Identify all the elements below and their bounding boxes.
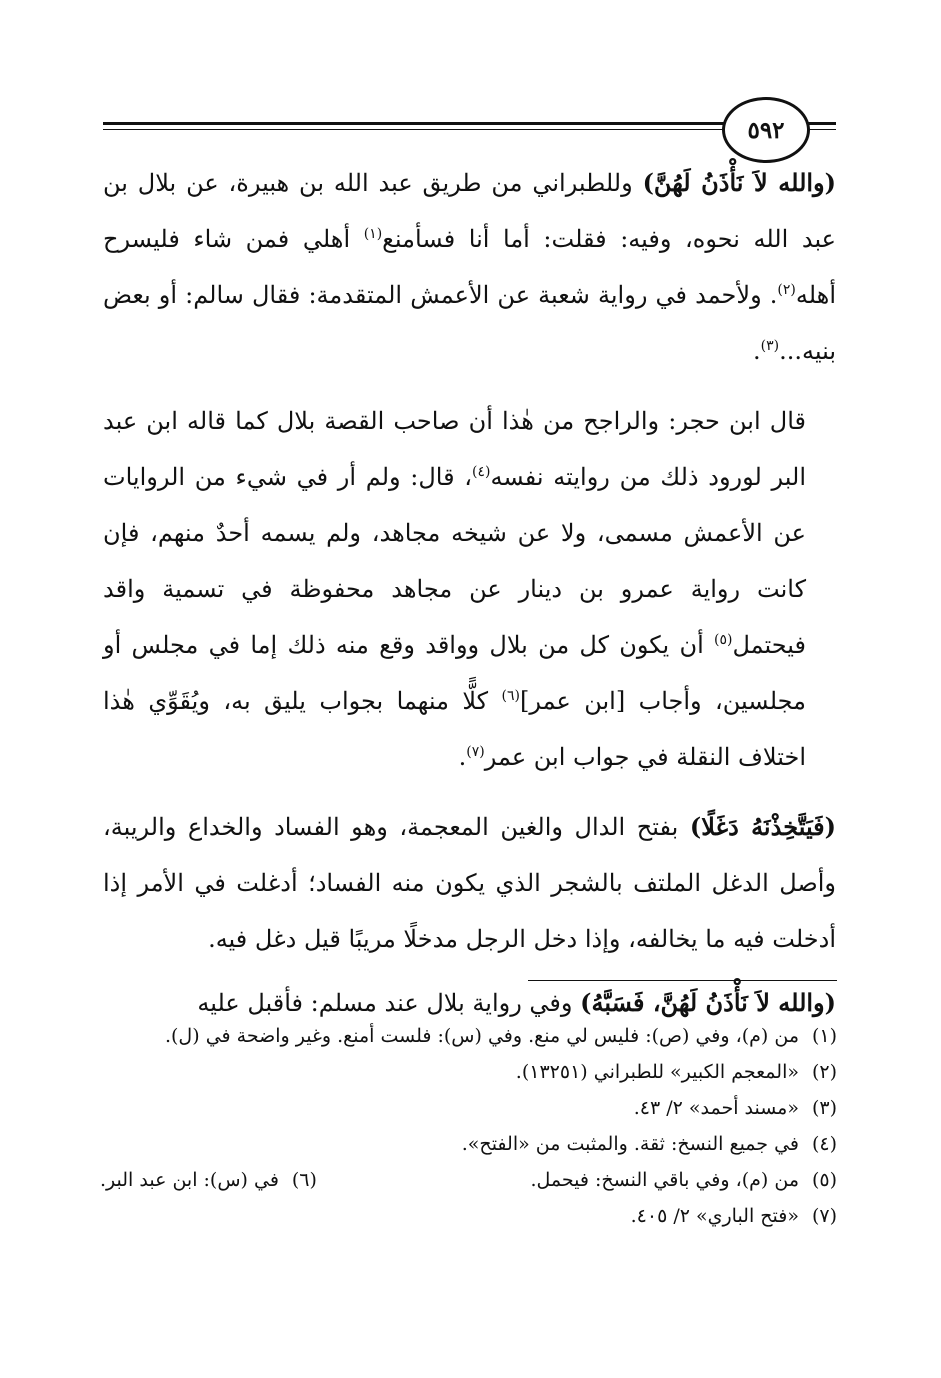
paragraph-text: بفتح الدال والغين المعجمة، وهو الفساد والخداع والريبة، وأصل الدغل الملتف بالشجر الذي يكون منه الفساد؛ أدغلت في الأمر إذا أدخلت فيه ما يخالفه، وإذا دخل الرجل مدخلًا مريبًا قيل دغل فيه. [103,813,837,953]
footnote-1 [100,1018,837,1054]
paragraph-text: أن يكون كل من بلال وواقد وقع منه ذلك إما في مجلس أو مجلسين، وأجاب [ابن عمر] [103,631,806,715]
footnote-ref: (٣) [760,338,780,354]
footnote-7 [100,1198,837,1234]
paragraph-2 [103,393,836,785]
footnote-ref: (٧) [466,744,485,760]
footnote-text: من (م)، وفي (ص): فليس لي منع. وفي (س): فلست أمنع. وغير واضحة في (ل). [164,1025,799,1047]
footnote-6 [100,1162,317,1198]
footnote-5 [530,1162,837,1198]
footnote-number: (٥) [811,1169,837,1191]
footnote-number: (٣) [811,1097,837,1119]
paragraph-text: وفي رواية بلال عند مسلم: فأقبل عليه [197,989,581,1017]
main-text [103,155,836,1031]
footnote-ref: (١) [363,226,383,242]
page-number: ٥٩٢ [722,97,810,163]
footnote-text: في (س): ابن عبد البر. [100,1169,279,1191]
footnotes [100,1018,837,1234]
footnote-separator [528,980,837,981]
footnote-text: «المعجم الكبير» للطبراني (١٣٢٥١). [515,1061,799,1083]
footnote-text: «مسند أحمد» ٢/ ٤٣. [633,1097,799,1119]
paragraph-text: قال ابن حجر: والراجح من هٰذا أن صاحب القصة بلال كما قاله ابن عبد البر لورود ذلك من روايته نفسه [103,407,807,491]
paragraph-3 [103,799,836,967]
paragraph-text: . [752,337,761,365]
footnote-ref: (٥) [714,632,733,648]
footnote-4 [100,1126,837,1162]
footnote-text: من (م)، وفي باقي النسخ: فيحمل. [530,1169,799,1191]
footnote-number: (٤) [811,1133,837,1155]
paragraph-text: أهلي فمن شاء فليسرح أهله [103,225,836,309]
paragraph-text: وللطبراني من طريق عبد الله بن هبيرة، عن بلال بن عبد الله نحوه، وفيه: فقلت: أما أنا فسأمنع [103,169,837,253]
footnote-number: (٢) [811,1061,837,1083]
paragraph-text: . [458,743,467,771]
footnote-text: في جميع النسخ: ثقة. والمثبت من «الفتح». [461,1133,799,1155]
footnote-text: «فتح الباري» ٢/ ٤٠٥. [630,1205,799,1227]
footnote-ref: (٢) [777,282,796,298]
paragraph-1 [103,155,836,379]
footnote-ref: (٤) [472,464,491,480]
lemma: (والله لاَ نَأْذَنُ لَهُنَّ) [642,168,837,197]
footnote-number: (١) [811,1025,837,1047]
lemma: (فَيَتَّخِذْنَهُ دَغَلًا) [689,812,837,841]
paragraph-text: ، قال: ولم أر في شيء من الروايات عن الأعمش مسمى، ولا عن شيخه مجاهد، ولم يسمه أحدٌ منهم، فإن كانت رواية عمرو بن دينار عن مجاهد محفوظة في تسمية واقد فيحتمل [103,463,806,659]
footnote-2 [100,1054,837,1090]
footnote-5-6 [100,1162,837,1198]
paragraph-text: . ولأحمد في رواية شعبة عن الأعمش المتقدمة: فقال سالم: أو بعض بنيه... [103,281,836,365]
paragraph-text: كلًّا منهما بجواب يليق به، ويُقَوِّي هٰذا اختلاف النقلة في جواب ابن عمر [103,687,806,771]
footnote-number: (٦) [291,1169,317,1191]
footnote-number: (٧) [811,1205,837,1227]
lemma: (والله لاَ نَأْذَنُ لَهُنَّ، فَسَبَّهُ) [580,988,836,1017]
footnote-ref: (٦) [501,688,520,704]
footnote-3 [100,1090,837,1126]
